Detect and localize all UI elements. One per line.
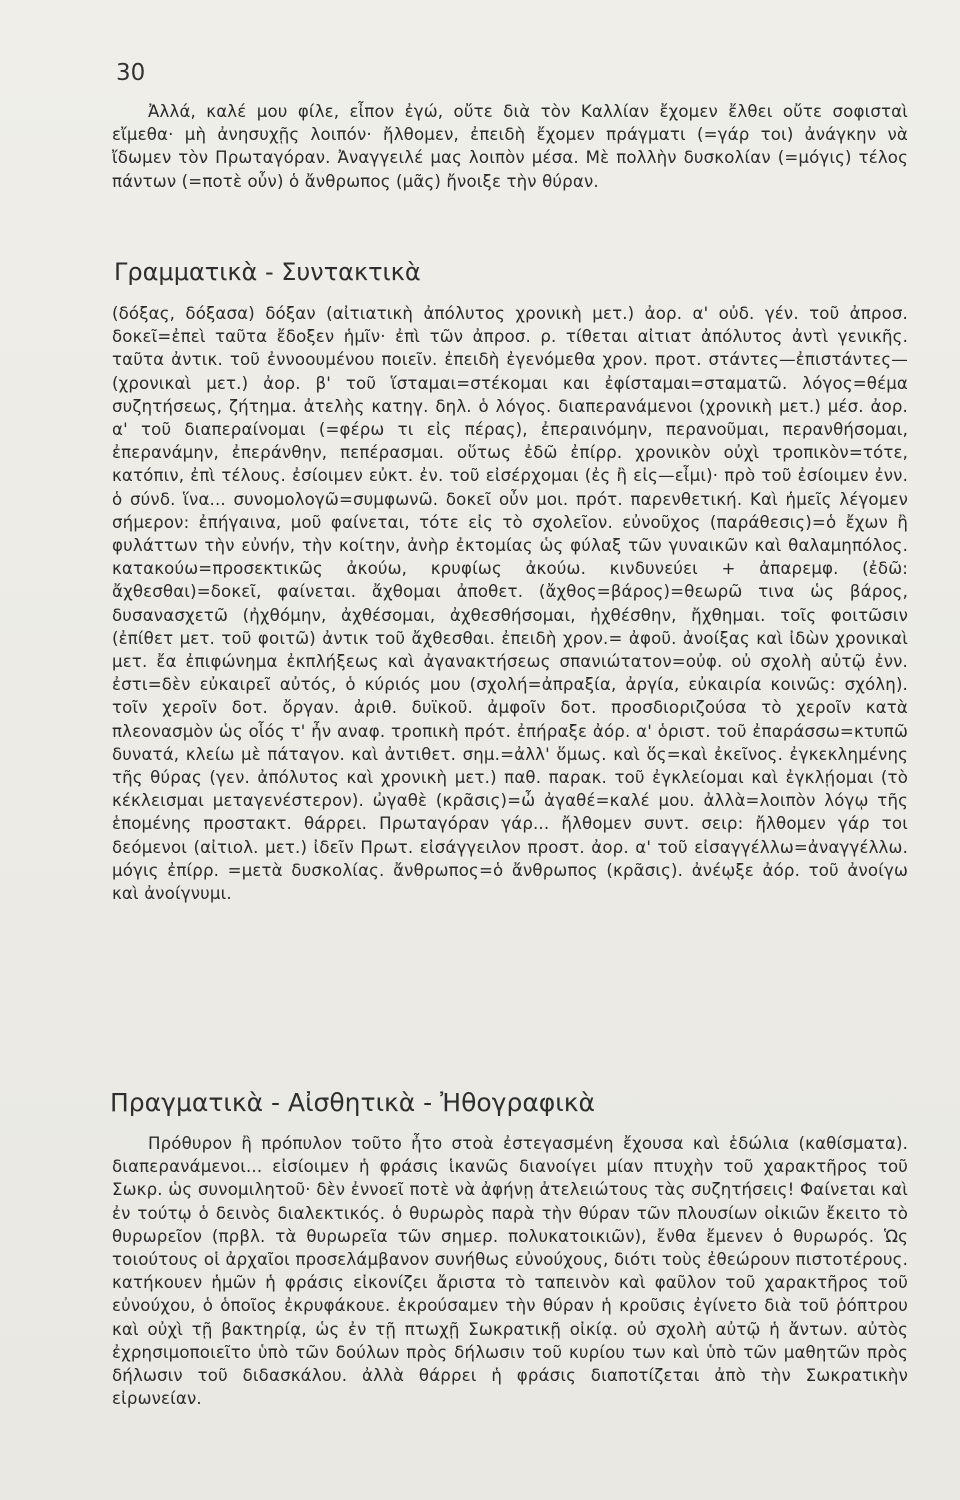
- grammar-notes: [112, 302, 908, 905]
- realia-paragraph: Πρόθυρον ἢ πρόπυλον τοῦτο ἦτο στοὰ ἐστεγασμένη ἔχουσα καὶ ἑδώλια (καθίσματα). διαπερανάμενοι... εἰσίοιμεν ἡ φράσις ἱκανῶς διανοίγει μίαν πτυχὴν τοῦ χαρακτῆρος τοῦ Σωκρ. ὡς συνομιλητοῦ· δὲν ἐννοεῖ ποτὲ νὰ ἀφήνῃ ἀτελειώτους τὰς συζητήσεις! Φαίνεται καὶ ἐν τούτῳ ὁ δεινὸς διαλεκτικός. ὁ θυρωρὸς παρὰ τὴν θύραν τῶν πλουσίων οἰκιῶν ἔκειτο τὸ θυρωρεῖον (πρβλ. τὰ θυρωρεῖα τῶν σημερ. πολυκατοικιῶν), ἔνθα ἔμενεν ὁ θυρωρός. Ὡς τοιούτους οἱ ἀρχαῖοι προσελάμβανον συνήθως εὐνούχους, διότι τοὺς ἐθεώρουν πιστοτέρους. κατήκουεν ἡμῶν ἡ φράσις εἰκονίζει ἄριστα τὸ ταπεινὸν καὶ φαῦλον τοῦ χαρακτῆρος τοῦ εὐνούχου, ὁ ὁποῖος ἐκρυφάκουε. ἐκρούσαμεν τὴν θύραν ἡ κροῦσις ἐγίνετο διὰ τοῦ ῥόπτρου καὶ οὐχὶ τῇ βακτηρίᾳ, ὡς ἐν τῇ πτωχῇ Σωκρατικῇ οἰκίᾳ. οὐ σχολὴ αὐτῷ ἡ ἄντων. αὐτὸς ἐχρησιμοποιεῖτο ὑπὸ τῶν δούλων πρὸς δήλωσιν τοῦ κυρίου των καὶ ὑπὸ τῶν μαθητῶν πρὸς δήλωσιν τοῦ διδασκάλου. ἀλλὰ θάρρει ἡ φράσις διαποτίζεται ἀπὸ τὴν Σωκρατικὴν εἰρωνείαν.: [112, 1134, 908, 1409]
- grammar-paragraph: (δόξας, δόξασα) δόξαν (αἰτιατικὴ ἀπόλυτος χρονικὴ μετ.) ἀορ. α' οὐδ. γέν. τοῦ ἀπροσ. δοκεῖ=ἐπεὶ ταῦτα ἔδοξεν ἡμῖν· ἐπὶ τῶν ἀπροσ. ρ. τίθεται αἰτιατ ἀπόλυτος ἀντὶ γενικῆς. ταῦτα ἀντικ. τοῦ ἐννοουμένου ποιεῖν. ἐπειδὴ ἐγενόμεθα χρον. προτ. στάντες—ἐπιστάντες—(χρονικαὶ μετ.) ἀορ. β' τοῦ ἵσταμαι=στέκομαι και ἐφίσταμαι=σταματῶ. λόγος=θέμα συζητήσεως, ζήτημα. ἀτελὴς κατηγ. δηλ. ὁ λόγος. διαπερανάμενοι (χρονικὴ μετ.) μέσ. ἀορ. α' τοῦ διαπεραίνομαι (=φέρω τι εἰς πέρας), ἐπεραινόμην, περανοῦμαι, περανθήσομαι, ἐπερανάμην, ἐπεράνθην, πεπέρασμαι. οὕτως ἐδῶ ἐπίρρ. χρονικὸν οὐχὶ τροπικὸν=τότε, κατόπιν, ἐπὶ τέλους. ἐσίοιμεν εὐκτ. ἐν. τοῦ εἰσέρχομαι (ἐς ἢ εἰς—εἶμι)· πρὸ τοῦ ἐσίοιμεν ἐνν. ὁ σύνδ. ἵνα... συνομολογῶ=συμφωνῶ. δοκεῖ οὖν μοι. πρότ. παρενθετική. Καὶ ἡμεῖς λέγομεν σήμερον: ἐπήγαινα, μοῦ φαίνεται, τότε εἰς τὸ σχολεῖον. εὐνοῦχος (παράθεσις)=ὁ ἔχων ἢ φυλάττων τὴν εὐνήν, τὴν κοίτην, ἀνὴρ ἐκτομίας ὡς φύλαξ τῶν γυναικῶν καὶ θαλαμηπόλος. κατακούω=προσεκτικῶς ἀκούω, κρυφίως ἀκούω. κινδυνεύει + ἀπαρεμφ. (ἐδῶ: ἄχθεσθαι)=δοκεῖ, φαίνεται. ἄχθομαι ἀποθετ. (ἄχθος=βάρος)=θεωρῶ τινα ὡς βάρος, δυσανασχετῶ (ἠχθόμην, ἀχθέσομαι, ἀχθεσθήσομαι, ἠχθέσθην, ἤχθημαι. τοῖς φοιτῶσιν (ἐπίθετ μετ. τοῦ φοιτῶ) ἀντικ τοῦ ἄχθεσθαι. ἐπειδὴ χρον.= ἀφοῦ. ἀνοίξας καὶ ἰδὼν χρονικαὶ μετ. ἔα ἐπιφώνημα ἐκπλήξεως καὶ ἀγανακτήσεως σπανιώτατον=οὐφ. οὐ σχολὴ αὐτῷ ἐνν. ἐστι=δὲν εὐκαιρεῖ αὐτός, ὁ κύριός μου (σχολή=ἀπραξία, ἀργία, εὐκαιρία κοινῶς: σχόλη). τοῖν χεροῖν δοτ. ὄργαν. ἀριθ. δυϊκοῦ. ἀμφοῖν δοτ. προσδιοριζούσα τὸ χεροῖν κατὰ πλεονασμὸν ὡς οἷός τ' ἦν αναφ. τροπικὴ πρότ. ἐπήραξε ἀόρ. α' ὁριστ. τοῦ ἐπαράσσω=κτυπῶ δυνατά, κλείω μὲ πάταγον. καὶ ἀντιθετ. σημ.=ἀλλ' ὅμως. καὶ ὅς=καὶ ἐκεῖνος. ἐγκεκλημένης τῆς θύρας (γεν. ἀπόλυτος καὶ χρονικὴ μετ.) παθ. παρακ. τοῦ ἐγκλείομαι καὶ ἐγκλῄομαι (τὸ κέκλεισμαι μεταγενέστερον). ὠγαθὲ (κρᾶσις)=ὦ ἀγαθέ=καλέ μου. ἀλλὰ=λοιπὸν λόγῳ τῆς ἑπομένης προστακτ. θάρρει. Πρωταγόραν γάρ... ἤλθομεν συντ. σειρ: ἤλθομεν γάρ τοι δεόμενοι (αἰτιολ. μετ.) ἰδεῖν Πρωτ. εἰσάγγειλον προστ. ἀορ. α' τοῦ εἰσαγγέλλω=ἀναγγέλλω. μόγις ἐπίρρ. =μετὰ δυσκολίας. ἄνθρωπος=ὁ ἄνθρωπος (κρᾶσις). ἀνέῳξε ἀόρ. τοῦ ἀνοίγω καὶ ἀνοίγνυμι.: [112, 304, 908, 904]
- heading-realia-aesthetics-ethography: Πραγματικὰ - Αἰσθητικὰ - Ἠθογραφικὰ: [110, 1088, 595, 1117]
- page-number: 30: [116, 60, 146, 86]
- realia-notes: [112, 1132, 908, 1410]
- heading-grammar-syntax: Γραμματικὰ - Συντακτικὰ: [114, 258, 421, 286]
- intro-translation: [112, 100, 908, 193]
- intro-paragraph: Ἀλλά, καλέ μου φίλε, εἶπον ἐγώ, οὔτε διὰ τὸν Καλλίαν ἔχομεν ἔλθει οὔτε σοφισταὶ εἴμεθα· μὴ ἀνησυχῇς λοιπόν· ἤλθομεν, ἐπειδὴ ἔχομεν πράγματι (=γάρ τοι) ἀνάγκην νὰ ἴδωμεν τὸν Πρωταγόραν. Ἀναγγειλέ μας λοιπὸν μέσα. Μὲ πολλὴν δυσκολίαν (=μόγις) τέλος πάντων (=ποτὲ οὖν) ὁ ἄνθρωπος (μᾶς) ἤνοιξε τὴν θύραν.: [112, 102, 908, 191]
